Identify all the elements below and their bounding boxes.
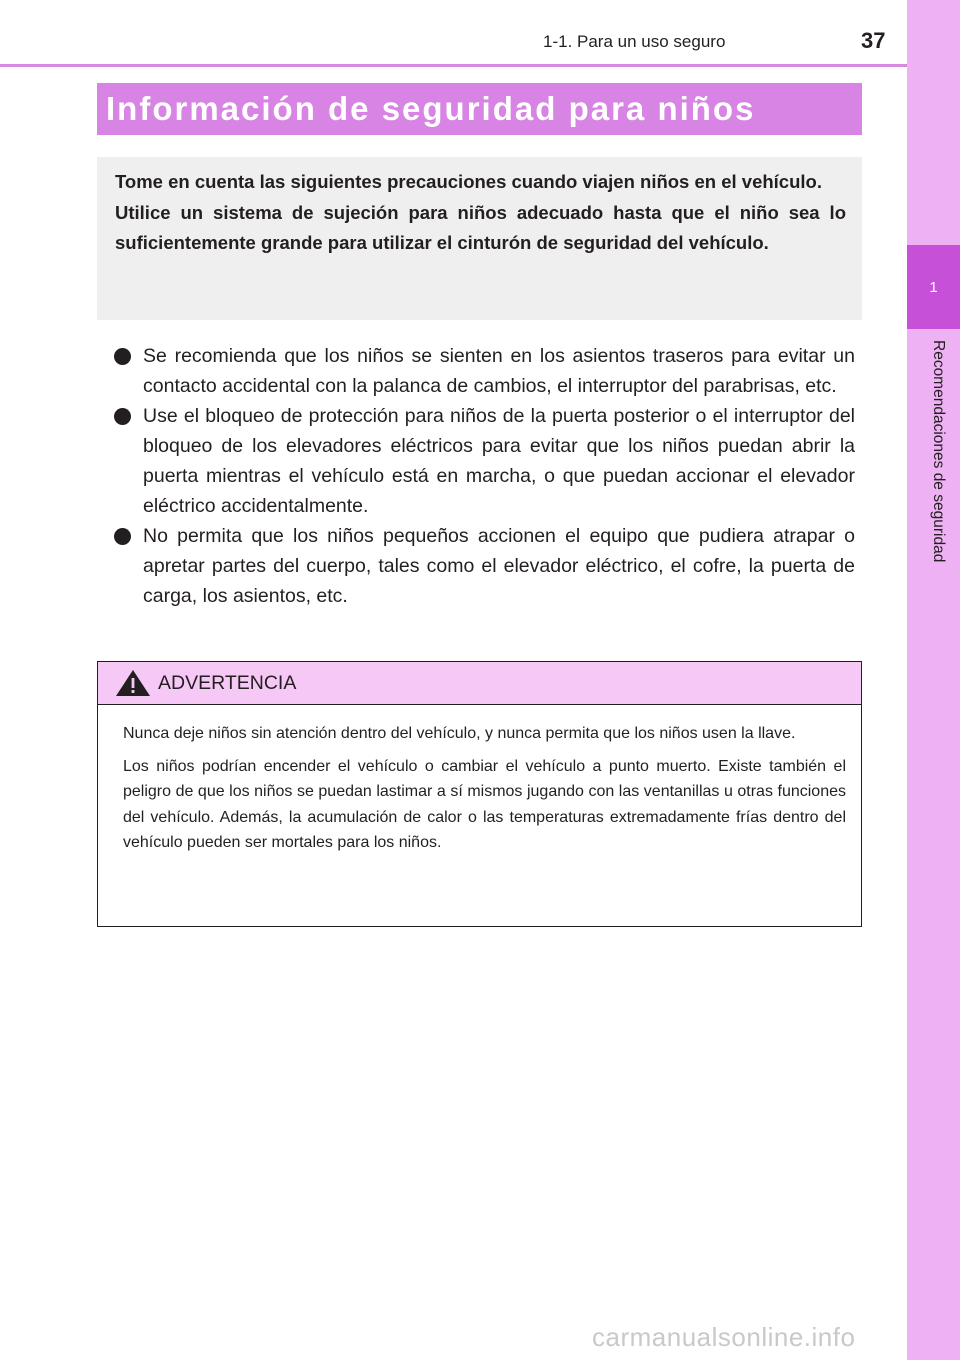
bullet-icon [114, 408, 131, 425]
bullet-item [128, 401, 855, 521]
warning-triangle-icon [115, 669, 151, 697]
chapter-tab [907, 245, 960, 329]
bullet-icon [114, 528, 131, 545]
bullet-text: Use el bloqueo de protección para niños de la puerta posterior o el interruptor del bloqueo de los elevadores eléctricos para evitar que los niños puedan abrir la puerta mientras el vehículo está en marcha, o que puedan accionar el elevador eléctrico accidentalmente. [143, 405, 855, 517]
footer-watermark: carmanualsonline.info [592, 1322, 856, 1352]
bullet-item [128, 341, 855, 401]
intro-box [97, 157, 862, 320]
header-rule [0, 64, 907, 67]
warning-paragraph: Los niños podrían encender el vehículo o cambiar el vehículo a punto muerto. Existe también el peligro de que los niños se puedan lastimar a sí mismos jugando con las ventanillas u otras funciones del vehículo. Además, la acumulación de calor o las temperaturas extremadamente frías dentro del vehículo pueden ser mortales para los niños. [123, 757, 846, 851]
bullet-text: Se recomienda que los niños se sienten en los asientos traseros para evitar un contacto accidental con la palanca de cambios, el interruptor del parabrisas, etc. [143, 345, 855, 397]
warning-paragraph: Nunca deje niños sin atención dentro del vehículo, y nunca permita que los niños usen la llave. [123, 725, 796, 742]
title-bar [97, 83, 862, 135]
intro-paragraph: Tome en cuenta las siguientes precauciones cuando viajen niños en el vehículo. [115, 171, 822, 192]
warning-body [98, 705, 861, 856]
bullet-text: No permita que los niños pequeños accionen el equipo que pudiera atrapar o apretar partes del cuerpo, tales como el elevador eléctrico, el cofre, la puerta de carga, los asientos, etc. [143, 525, 855, 607]
bullet-icon [114, 348, 131, 365]
chapter-number: 1 [929, 278, 938, 296]
warning-header [98, 662, 861, 705]
page-title: Información de seguridad para niños [106, 90, 756, 127]
warning-box [97, 661, 862, 927]
page-header [0, 0, 907, 70]
side-strip [907, 0, 960, 1360]
bullet-item [128, 521, 855, 611]
section-label: 1-1. Para un uso seguro [543, 32, 726, 51]
bullet-list [128, 341, 855, 611]
warning-title: ADVERTENCIA [158, 671, 297, 694]
intro-paragraph: Utilice un sistema de sujeción para niños adecuado hasta que el niño sea lo suficientemente grande para utilizar el cinturón de seguridad del vehículo. [115, 201, 846, 253]
chapter-title: Recomendaciones de seguridad [930, 340, 947, 563]
page-number: 37 [861, 28, 886, 53]
